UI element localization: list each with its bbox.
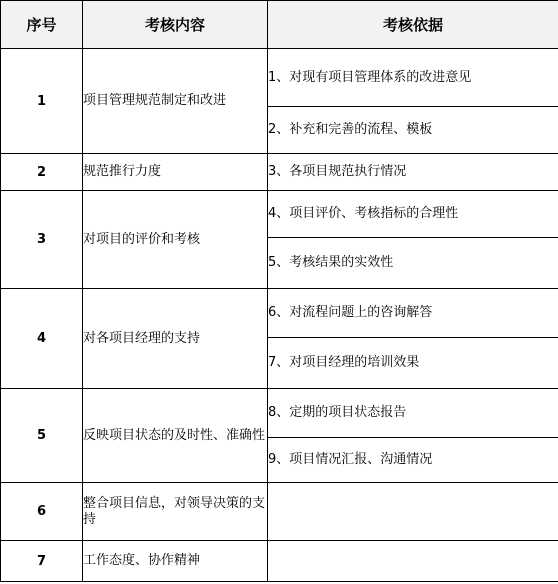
row-basis: [268, 541, 558, 582]
row-content: 整合项目信息，对领导决策的支持: [83, 483, 268, 541]
table-row: [1, 389, 558, 438]
row-number: 1: [1, 49, 83, 154]
table-row: [1, 191, 558, 238]
header-no: 序号: [1, 1, 83, 49]
row-basis: 1、对现有项目管理体系的改进意见: [268, 49, 558, 107]
row-content: 项目管理规范制定和改进: [83, 49, 268, 154]
row-number: 7: [1, 541, 83, 582]
header-basis: 考核依据: [268, 1, 558, 49]
row-content: 对各项目经理的支持: [83, 289, 268, 389]
table-row: [1, 154, 558, 191]
row-basis: 3、各项目规范执行情况: [268, 154, 558, 191]
row-basis: 5、考核结果的实效性: [268, 238, 558, 289]
row-basis: 7、对项目经理的培训效果: [268, 338, 558, 389]
row-content: 对项目的评价和考核: [83, 191, 268, 289]
row-content: 规范推行力度: [83, 154, 268, 191]
row-basis: 8、定期的项目状态报告: [268, 389, 558, 438]
row-basis: 2、补充和完善的流程、模板: [268, 107, 558, 154]
row-basis: 4、项目评价、考核指标的合理性: [268, 191, 558, 238]
row-number: 6: [1, 483, 83, 541]
row-basis: 9、项目情况汇报、沟通情况: [268, 438, 558, 483]
row-content: 工作态度、协作精神: [83, 541, 268, 582]
row-number: 2: [1, 154, 83, 191]
table-header-row: [1, 1, 558, 49]
row-number: 3: [1, 191, 83, 289]
table-row: [1, 541, 558, 582]
row-content: 反映项目状态的及时性、准确性: [83, 389, 268, 483]
header-content: 考核内容: [83, 1, 268, 49]
table-row: [1, 483, 558, 541]
table-row: [1, 289, 558, 338]
table-row: [1, 49, 558, 107]
row-basis: [268, 483, 558, 541]
row-number: 4: [1, 289, 83, 389]
row-number: 5: [1, 389, 83, 483]
row-basis: 6、对流程问题上的咨询解答: [268, 289, 558, 338]
